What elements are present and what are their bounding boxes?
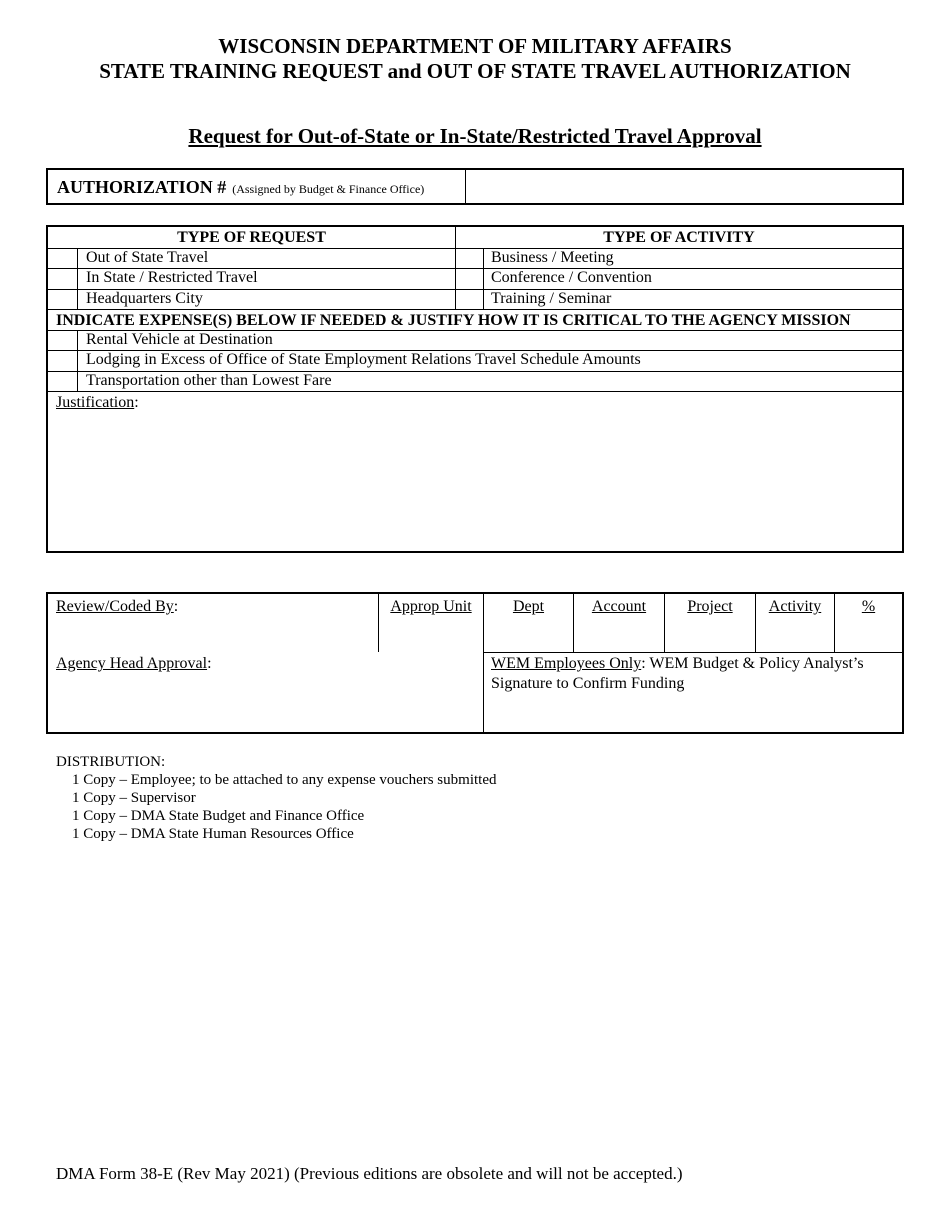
- activity-checkbox-training[interactable]: [456, 290, 484, 309]
- request-option-out-of-state: Out of State Travel: [86, 249, 209, 266]
- project-label: Project: [687, 598, 733, 615]
- percent-field[interactable]: [835, 597, 902, 655]
- expense-checkbox-transportation[interactable]: [49, 372, 77, 391]
- distribution-section: [56, 753, 496, 843]
- agency-head-approval-field[interactable]: Agency Head Approval:: [56, 655, 212, 672]
- justification-label: Justification: [56, 394, 135, 411]
- authorization-box: [46, 168, 904, 205]
- wem-label: WEM Employees Only: [491, 655, 642, 672]
- distribution-item: 1 Copy – DMA State Human Resources Office: [72, 826, 354, 842]
- form-header: [0, 34, 950, 84]
- activity-option-conference: Conference / Convention: [491, 269, 652, 286]
- agency-head-approval-label: Agency Head Approval: [56, 655, 208, 672]
- form-footer: DMA Form 38-E (Rev May 2021) (Previous editions are obsolete and will not be accepted.): [56, 1164, 683, 1183]
- dept-label: Dept: [512, 598, 545, 615]
- expense-checkbox-lodging[interactable]: [49, 351, 77, 370]
- distribution-item: 1 Copy – DMA State Budget and Finance Office: [72, 808, 365, 824]
- review-section: [46, 592, 904, 734]
- activity-field[interactable]: [756, 597, 834, 655]
- percent-label: %: [861, 598, 876, 615]
- header-line-1: WISCONSIN DEPARTMENT OF MILITARY AFFAIRS: [218, 34, 732, 58]
- request-checkbox-headquarters[interactable]: [49, 290, 77, 309]
- wem-signature-field[interactable]: [491, 654, 901, 730]
- authorization-label-cell: [48, 170, 466, 203]
- dept-field[interactable]: [484, 597, 573, 655]
- activity-option-business: Business / Meeting: [491, 249, 614, 266]
- expense-checkbox-rental[interactable]: [49, 331, 77, 350]
- activity-option-training: Training / Seminar: [491, 290, 612, 307]
- expenses-header: INDICATE EXPENSE(S) BELOW IF NEEDED & JUSTIFY HOW IT IS CRITICAL TO THE AGENCY MISSION: [56, 312, 851, 329]
- review-coded-by-field[interactable]: Review/Coded By:: [56, 598, 179, 615]
- activity-label: Activity: [768, 598, 822, 615]
- request-option-headquarters: Headquarters City: [86, 290, 203, 307]
- account-label: Account: [591, 598, 647, 615]
- review-coded-by-label: Review/Coded By: [56, 598, 174, 615]
- expense-option-transportation: Transportation other than Lowest Fare: [86, 372, 332, 389]
- approp-unit-label: Approp Unit: [390, 598, 472, 615]
- justification-field[interactable]: Justification:: [56, 394, 139, 411]
- request-option-in-state: In State / Restricted Travel: [86, 269, 258, 286]
- request-checkbox-in-state[interactable]: [49, 269, 77, 288]
- expense-option-lodging: Lodging in Excess of Office of State Employment Relations Travel Schedule Amounts: [86, 351, 641, 368]
- form-subtitle: Request for Out-of-State or In-State/Restricted Travel Approval: [188, 124, 762, 148]
- expense-option-rental: Rental Vehicle at Destination: [86, 331, 273, 348]
- type-of-request-header: TYPE OF REQUEST: [177, 229, 326, 246]
- type-of-activity-header: TYPE OF ACTIVITY: [603, 229, 755, 246]
- account-field[interactable]: [574, 597, 664, 655]
- wem-text: : WEM Budget & Policy Analyst’s Signature to Confirm Funding: [491, 655, 864, 692]
- activity-checkbox-conference[interactable]: [456, 269, 484, 288]
- header-line-2: STATE TRAINING REQUEST and OUT OF STATE TRAVEL AUTHORIZATION: [99, 59, 851, 83]
- approp-unit-field[interactable]: [379, 597, 483, 655]
- activity-checkbox-business[interactable]: [456, 249, 484, 268]
- authorization-label: AUTHORIZATION #: [57, 177, 227, 197]
- request-checkbox-out-of-state[interactable]: [49, 249, 77, 268]
- request-section: [46, 225, 904, 553]
- authorization-number-field[interactable]: [458, 170, 902, 203]
- distribution-item: 1 Copy – Employee; to be attached to any expense vouchers submitted: [72, 772, 497, 788]
- authorization-note: (Assigned by Budget & Finance Office): [232, 182, 425, 196]
- distribution-item: 1 Copy – Supervisor: [72, 790, 196, 806]
- distribution-title: DISTRIBUTION:: [56, 754, 166, 770]
- project-field[interactable]: [665, 597, 755, 655]
